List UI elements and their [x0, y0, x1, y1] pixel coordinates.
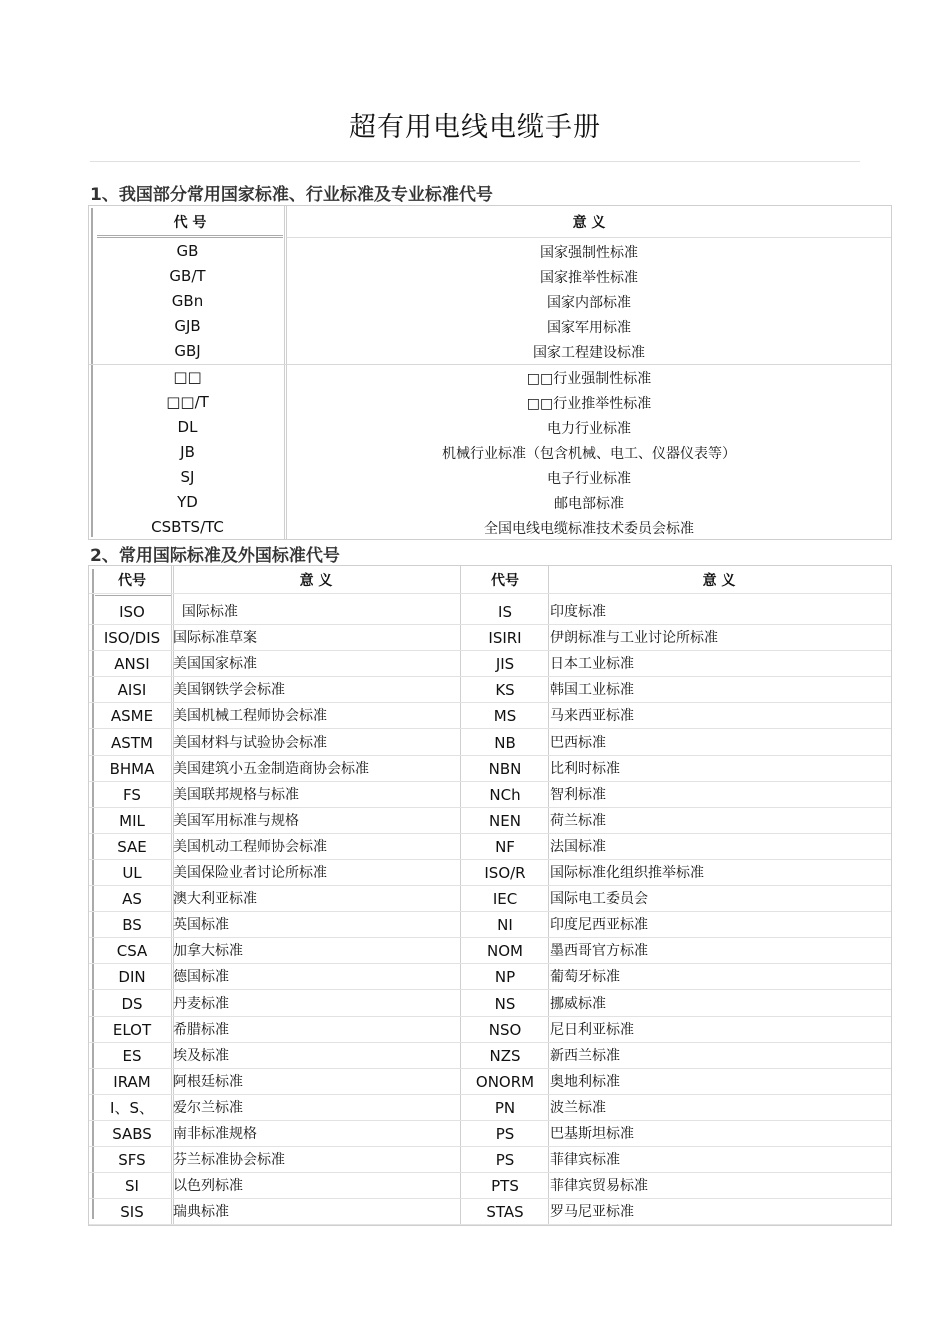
standard-meaning: 美国钢铁学会标准 — [173, 682, 285, 699]
international-standards-table — [88, 565, 892, 1226]
standard-code: STAS — [486, 1203, 524, 1222]
standard-code: SABS — [112, 1125, 152, 1143]
standard-meaning: 挪威标准 — [550, 995, 606, 1012]
table-row — [89, 938, 891, 964]
standard-meaning: 全国电线电缆标准技术委员会标准 — [484, 521, 694, 537]
standard-code: IS — [498, 603, 512, 621]
standard-meaning: 国家推举性标准 — [540, 270, 638, 286]
standard-code: DS — [121, 994, 143, 1013]
code-column-header: 代 号 — [97, 210, 283, 238]
standard-code: ES — [122, 1046, 142, 1065]
standard-meaning: 国际电工委员会 — [550, 891, 648, 908]
standard-code: ASME — [110, 707, 154, 726]
table-row — [89, 730, 891, 756]
standard-code: CSBTS/TC — [151, 518, 224, 536]
standard-meaning: 墨西哥官方标准 — [550, 943, 648, 960]
standard-code: NB — [494, 733, 516, 752]
standard-code: GBn — [171, 292, 204, 310]
standard-code: DIN — [118, 968, 146, 987]
standard-code: AISI — [117, 681, 147, 700]
standard-meaning: 埃及标准 — [173, 1047, 229, 1064]
standard-meaning: 瑞典标准 — [173, 1204, 229, 1221]
table-row — [89, 912, 891, 938]
code-header: 代号 — [118, 573, 146, 589]
standard-meaning: 邮电部标准 — [554, 496, 624, 512]
standard-meaning: 希腊标准 — [173, 1021, 229, 1038]
standard-meaning: 美国机械工程师协会标准 — [173, 708, 327, 725]
standard-code: ANSI — [114, 655, 150, 674]
standard-meaning: 国际标准化组织推举标准 — [550, 865, 704, 881]
standard-code: JB — [180, 443, 195, 461]
standard-code: NZS — [489, 1046, 521, 1065]
table-row — [89, 1069, 891, 1095]
standard-meaning: 罗马尼亚标准 — [550, 1204, 634, 1221]
standard-meaning: 国际标准 — [173, 604, 238, 620]
standard-code: SI — [125, 1177, 139, 1196]
table-row — [89, 651, 891, 677]
standard-code: MIL — [119, 811, 145, 830]
standard-meaning: 奥地利标准 — [550, 1073, 620, 1090]
table-row — [89, 964, 891, 990]
standard-code: IEC — [492, 890, 518, 909]
standard-code: SIS — [120, 1203, 144, 1222]
standard-meaning: 新西兰标准 — [550, 1047, 620, 1064]
standard-meaning: 美国军用标准与规格 — [173, 812, 299, 829]
section2-heading: 2、常用国际标准及外国标准代号 — [90, 546, 340, 566]
standard-meaning: □□行业推举性标准 — [526, 396, 652, 412]
standard-code: BS — [122, 916, 142, 935]
standard-code: DL — [177, 418, 198, 436]
standard-code: ISO/DIS — [103, 629, 161, 648]
table-row — [89, 1043, 891, 1069]
table-row — [89, 808, 891, 834]
table-row — [89, 1121, 891, 1147]
standard-code: GBJ — [174, 342, 201, 360]
standard-code: ELOT — [112, 1020, 152, 1039]
standard-code: NSO — [488, 1020, 522, 1039]
standard-code: ISO — [119, 603, 145, 621]
standard-code: CSA — [116, 942, 148, 961]
standard-code: ISO/R — [484, 864, 526, 882]
standard-meaning: 丹麦标准 — [173, 995, 229, 1012]
table-row — [89, 1095, 891, 1121]
group-separator — [89, 364, 891, 365]
table-row — [89, 677, 891, 703]
standard-meaning: 英国标准 — [173, 917, 229, 934]
table-row — [89, 625, 891, 651]
standard-meaning: 阿根廷标准 — [173, 1073, 243, 1090]
standard-meaning: 法国标准 — [550, 838, 606, 855]
standard-code: NBN — [488, 759, 522, 778]
standard-meaning: 机械行业标准（包含机械、电工、仪器仪表等） — [442, 446, 736, 462]
standard-meaning: 印度尼西亚标准 — [550, 917, 648, 934]
standard-meaning: 比利时标准 — [550, 760, 620, 777]
standard-meaning: 德国标准 — [173, 969, 229, 986]
standard-code: NCh — [489, 785, 521, 804]
standard-meaning: 尼日利亚标准 — [550, 1021, 634, 1038]
standard-meaning: 智利标准 — [550, 786, 606, 803]
standard-code: KS — [495, 681, 515, 700]
standard-code: JIS — [495, 655, 515, 674]
table-row — [89, 1199, 891, 1225]
standard-meaning: 韩国工业标准 — [550, 682, 634, 699]
table-row — [89, 1147, 891, 1173]
standard-meaning: 电子行业标准 — [547, 471, 631, 487]
code-header: 代号 — [491, 573, 519, 589]
standard-code: ONORM — [475, 1072, 535, 1091]
table-row — [89, 1017, 891, 1043]
standard-code: □□ — [173, 368, 202, 386]
table-row — [89, 886, 891, 912]
standard-meaning: 电力行业标准 — [547, 421, 631, 437]
standard-meaning: 国家工程建设标准 — [533, 345, 645, 361]
table-row — [89, 991, 891, 1017]
standard-meaning: 美国机动工程师协会标准 — [173, 838, 327, 855]
standard-code: PTS — [491, 1177, 519, 1196]
table-row — [89, 599, 891, 625]
standard-meaning: 加拿大标准 — [173, 943, 243, 960]
standard-code: NF — [495, 837, 515, 856]
standard-meaning: 国家军用标准 — [547, 320, 631, 336]
standard-meaning: 南非标准规格 — [173, 1126, 257, 1142]
standard-meaning: 国际标准草案 — [173, 630, 257, 647]
standard-code: ISIRI — [488, 629, 522, 648]
standard-meaning: 美国材料与试验协会标准 — [173, 734, 327, 751]
standard-code: YD — [177, 493, 198, 511]
standard-code: SFS — [118, 1151, 146, 1170]
standard-code: ASTM — [111, 733, 153, 752]
standard-code: PS — [495, 1151, 515, 1170]
standard-meaning: 印度标准 — [550, 604, 606, 620]
standard-meaning: 澳大利亚标准 — [173, 891, 257, 908]
standard-code: □□/T — [166, 393, 209, 411]
standard-code: SJ — [180, 468, 195, 486]
standard-meaning: □□行业强制性标准 — [526, 371, 652, 387]
standard-meaning: 美国联邦规格与标准 — [173, 786, 299, 803]
standard-code: UL — [122, 864, 142, 882]
meaning-header: 意 义 — [702, 573, 736, 589]
standard-code: NI — [497, 916, 513, 935]
standard-meaning: 美国保险业者讨论所标准 — [173, 865, 327, 881]
standard-meaning: 国家内部标准 — [547, 295, 631, 311]
meaning-column-header: 意 义 — [287, 210, 891, 238]
table-row — [89, 860, 891, 886]
standard-meaning: 以色列标准 — [173, 1178, 243, 1195]
standard-code: NOM — [487, 942, 523, 961]
standard-meaning: 巴基斯坦标准 — [550, 1126, 634, 1142]
standard-meaning: 芬兰标准协会标准 — [173, 1152, 285, 1169]
standard-code: NS — [494, 994, 516, 1013]
standard-code: GB — [176, 242, 199, 260]
standard-code: GB/T — [169, 267, 206, 285]
standard-meaning: 菲律宾贸易标准 — [550, 1178, 648, 1195]
table-row — [89, 834, 891, 860]
table-row — [89, 1173, 891, 1199]
standard-meaning: 美国国家标准 — [173, 656, 257, 673]
standard-meaning: 菲律宾标准 — [550, 1152, 620, 1169]
meaning-header: 意 义 — [299, 573, 333, 589]
title-divider — [90, 161, 860, 162]
standard-code: NP — [494, 968, 516, 987]
standard-code: NEN — [489, 811, 521, 830]
standard-code: MS — [493, 707, 517, 726]
standard-meaning: 葡萄牙标准 — [550, 969, 620, 986]
standard-code: SAE — [117, 837, 147, 856]
table-row — [89, 756, 891, 782]
table-row — [89, 703, 891, 729]
table-header-row — [89, 568, 891, 594]
standard-code: IRAM — [113, 1072, 151, 1091]
standard-meaning: 马来西亚标准 — [550, 708, 634, 725]
standard-code: FS — [123, 785, 141, 804]
standard-meaning: 美国建筑小五金制造商协会标准 — [173, 760, 369, 777]
standard-code: AS — [122, 890, 142, 909]
standard-meaning: 日本工业标准 — [550, 656, 634, 673]
standard-meaning: 巴西标准 — [550, 734, 606, 751]
standard-meaning: 爱尔兰标准 — [173, 1099, 243, 1116]
section1-heading: 1、我国部分常用国家标准、行业标准及专业标准代号 — [90, 185, 493, 205]
standard-meaning: 波兰标准 — [550, 1099, 606, 1116]
standard-meaning: 荷兰标准 — [550, 812, 606, 829]
standard-code: GJB — [174, 317, 201, 335]
national-standards-table — [88, 205, 892, 540]
standard-code: PN — [494, 1098, 516, 1117]
page-title: 超有用电线电缆手册 — [349, 112, 601, 143]
standard-meaning: 国家强制性标准 — [540, 245, 638, 261]
table-row — [89, 782, 891, 808]
standard-code: I、S、 — [110, 1098, 154, 1117]
standard-meaning: 伊朗标准与工业讨论所标准 — [550, 630, 718, 647]
standard-code: PS — [495, 1125, 515, 1143]
standard-code: BHMA — [109, 759, 155, 778]
